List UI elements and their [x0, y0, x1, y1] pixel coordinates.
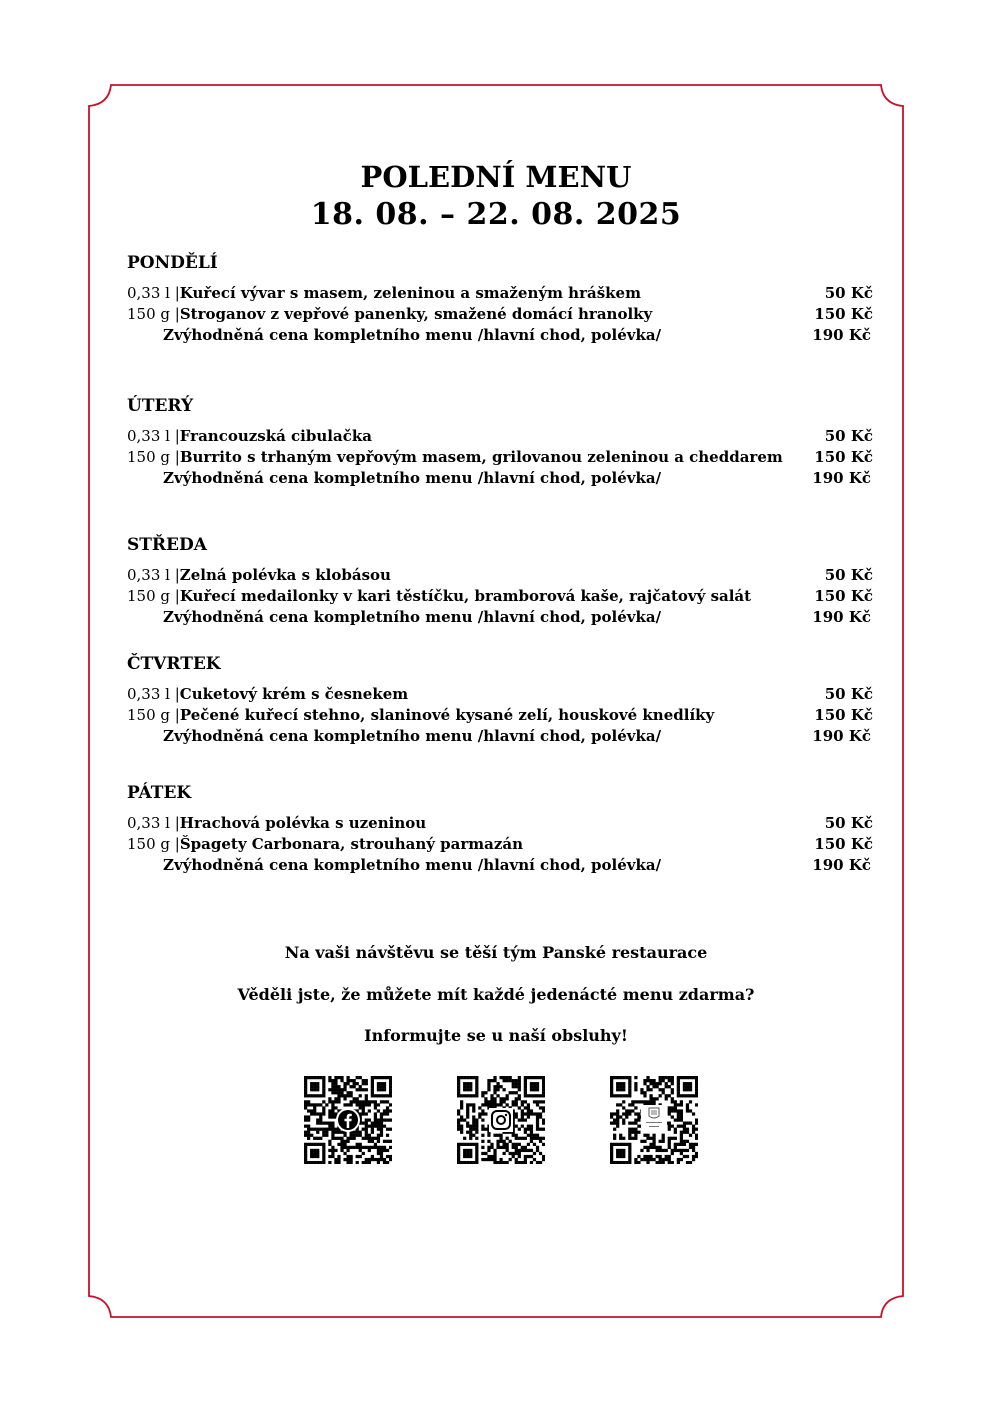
menu-item-soup [127, 813, 873, 834]
menu-item-main [127, 447, 873, 468]
day-heading: ČTVRTEK [127, 654, 221, 674]
footer-info: Informujte se u naší obsluhy! [364, 1026, 628, 1045]
item-dish: Pečené kuřecí stehno, slaninové kysané zelí, houskové knedlíky [179, 706, 715, 724]
item-dish: Špagety Carbonara, strouhaný parmazán [179, 835, 524, 853]
menu-date-range: 18. 08. – 22. 08. 2025 [310, 197, 682, 232]
item-quantity: 0,33 l | [127, 284, 180, 302]
item-dish: Kuřecí medailonky v kari těstíčku, bramborová kaše, rajčatový salát [179, 587, 752, 605]
item-price: 50 Kč [824, 284, 873, 302]
item-quantity: 150 g | [127, 706, 180, 724]
day-section-wednesday [127, 533, 873, 628]
menu-item-soup [127, 565, 873, 586]
item-dish: Zvýhodněná cena kompletního menu /hlavní chod, polévka/ [163, 856, 662, 874]
item-quantity: 0,33 l | [127, 814, 180, 832]
item-dish: Zelná polévka s klobásou [179, 566, 391, 584]
item-dish: Stroganov z vepřové panenky, smažené domácí hranolky [179, 305, 653, 323]
item-price: 190 Kč [812, 326, 871, 344]
item-dish: Hrachová polévka s uzeninou [179, 814, 427, 832]
day-section-friday [127, 781, 873, 876]
instagram-icon [489, 1108, 513, 1132]
menu-title: POLEDNÍ MENU [360, 160, 632, 194]
item-quantity: 150 g | [127, 835, 180, 853]
menu-item-combo [127, 325, 873, 346]
menu-item-combo [127, 468, 873, 489]
item-price: 150 Kč [814, 448, 873, 466]
item-price: 190 Kč [812, 469, 871, 487]
item-price: 150 Kč [814, 587, 873, 605]
item-price: 190 Kč [812, 856, 871, 874]
day-heading: STŘEDA [127, 535, 207, 555]
restaurant-logo-icon [641, 1105, 667, 1133]
instagram-qr-code[interactable] [457, 1076, 545, 1164]
menu-item-soup [127, 684, 873, 705]
footer-greeting: Na vaši návštěvu se těší tým Panské restaurace [284, 943, 708, 962]
footer-promo: Věděli jste, že můžete mít každé jedenácté menu zdarma? [237, 985, 755, 1004]
item-price: 150 Kč [814, 835, 873, 853]
item-price: 190 Kč [812, 608, 871, 626]
item-quantity: 150 g | [127, 305, 180, 323]
day-section-monday [127, 251, 873, 346]
day-section-thursday [127, 652, 873, 747]
item-price: 50 Kč [824, 427, 873, 445]
day-heading: PÁTEK [127, 783, 192, 803]
item-dish: Kuřecí vývar s masem, zeleninou a smaženým hráškem [179, 284, 641, 302]
facebook-qr-code[interactable] [304, 1076, 392, 1164]
item-dish: Zvýhodněná cena kompletního menu /hlavní chod, polévka/ [163, 727, 662, 745]
menu-item-main [127, 705, 873, 726]
item-quantity: 0,33 l | [127, 427, 180, 445]
day-section-tuesday [127, 394, 873, 489]
menu-item-combo [127, 607, 873, 628]
day-heading: PONDĚLÍ [127, 253, 218, 273]
day-heading: ÚTERÝ [127, 396, 194, 416]
item-dish: Zvýhodněná cena kompletního menu /hlavní chod, polévka/ [163, 608, 662, 626]
menu-item-combo [127, 726, 873, 747]
item-price: 50 Kč [824, 566, 873, 584]
item-quantity: 0,33 l | [127, 566, 180, 584]
restaurant-qr-code[interactable] [610, 1076, 698, 1164]
item-dish: Francouzská cibulačka [179, 427, 372, 445]
item-price: 190 Kč [812, 727, 871, 745]
facebook-icon [336, 1108, 360, 1132]
item-dish: Zvýhodněná cena kompletního menu /hlavní chod, polévka/ [163, 326, 662, 344]
item-quantity: 150 g | [127, 448, 180, 466]
menu-item-main [127, 586, 873, 607]
item-dish: Cuketový krém s česnekem [179, 685, 409, 703]
menu-item-soup [127, 426, 873, 447]
item-dish: Burrito s trhaným vepřovým masem, grilovanou zeleninou a cheddarem [179, 448, 783, 466]
menu-item-main [127, 304, 873, 325]
item-price: 50 Kč [824, 685, 873, 703]
item-price: 50 Kč [824, 814, 873, 832]
menu-item-main [127, 834, 873, 855]
item-dish: Zvýhodněná cena kompletního menu /hlavní chod, polévka/ [163, 469, 662, 487]
item-price: 150 Kč [814, 706, 873, 724]
item-quantity: 150 g | [127, 587, 180, 605]
item-quantity: 0,33 l | [127, 685, 180, 703]
menu-item-combo [127, 855, 873, 876]
menu-item-soup [127, 283, 873, 304]
item-price: 150 Kč [814, 305, 873, 323]
